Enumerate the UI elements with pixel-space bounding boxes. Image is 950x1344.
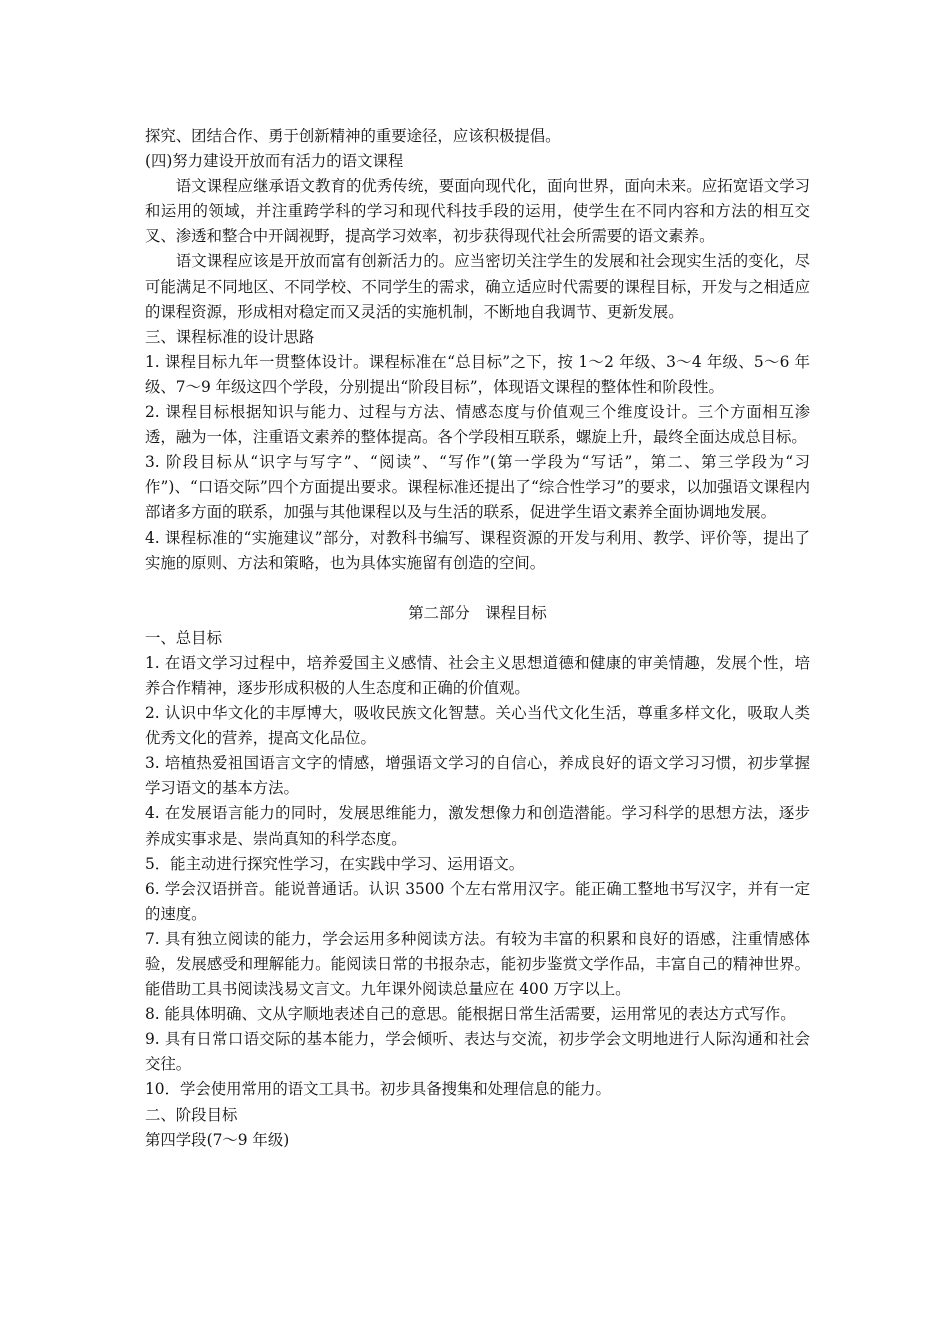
- section-four-paragraph-1: 语文课程应继承语文教育的优秀传统，要面向现代化，面向世界，面向未来。应拓宽语文学习和运用的领域，并注重跨学科的学习和现代科技手段的运用，使学生在不同内容和方法的相互交叉、渗透和整合中开阔视野，提高学习效率，初步获得现代社会所需要的语文素养。: [145, 177, 810, 246]
- general-goal-4: 4. 在发展语言能力的同时，发展思维能力，激发想像力和创造潜能。学习科学的思想方法，逐步养成实事求是、崇尚真知的科学态度。: [145, 804, 810, 848]
- general-goal-1: 1. 在语文学习过程中，培养爱国主义感情、社会主义思想道德和健康的审美情趣，发展个性，培养合作精神，逐步形成积极的人生态度和正确的价值观。: [145, 653, 810, 697]
- section-four-paragraph-2: 语文课程应该是开放而富有创新活力的。应当密切关注学生的发展和社会现实生活的变化，尽可能满足不同地区、不同学校、不同学生的需求，确立适应时代需要的课程目标，开发与之相适应的课程资源，形成相对稳定而又灵活的实施机制，不断地自我调节、更新发展。: [145, 252, 810, 321]
- design-item-4: 4. 课程标准的“实施建议”部分，对教科书编写、课程资源的开发与利用、教学、评价等，提出了实施的原则、方法和策略，也为具体实施留有创造的空间。: [145, 528, 810, 572]
- general-goal-9: 9. 具有日常口语交际的基本能力，学会倾听、表达与交流，初步学会文明地进行人际沟通和社会交往。: [145, 1030, 810, 1074]
- design-item-2: 2. 课程目标根据知识与能力、过程与方法、情感态度与价值观三个维度设计。三个方面相互渗透，融为一体，注重语文素养的整体提高。各个学段相互联系，螺旋上升，最终全面达成总目标。: [145, 403, 810, 447]
- general-goal-2: 2. 认识中华文化的丰厚博大，吸收民族文化智慧。关心当代文化生活，尊重多样文化，吸取人类优秀文化的营养，提高文化品位。: [145, 704, 810, 748]
- general-goal-3: 3. 培植热爱祖国语言文字的情感，增强语文学习的自信心，养成良好的语文学习习惯，初步掌握学习语文的基本方法。: [145, 754, 810, 798]
- general-goal-8: 8. 能具体明确、文从字顺地表述自己的意思。能根据日常生活需要，运用常见的表达方式写作。: [145, 1005, 796, 1024]
- general-goal-5: 5．能主动进行探究性学习，在实践中学习、运用语文。: [145, 854, 525, 873]
- stage-goals-title: 二、阶段目标: [145, 1105, 238, 1124]
- intro-tail-paragraph: 探究、团结合作、勇于创新精神的重要途径，应该积极提倡。: [145, 127, 561, 145]
- section-four-title: (四)努力建设开放而有活力的语文课程: [145, 152, 404, 171]
- design-item-3: 3. 阶段目标从“识字与写字”、“阅读”、“写作”(第一学段为“写话”，第二、第三学段为“习作”)、“口语交际”四个方面提出要求。课程标准还提出了“综合性学习”的要求，以加强语文课程内部诸多方面的联系，加强与其他课程以及与生活的联系，促进学生语文素养全面协调地发展。: [145, 453, 810, 522]
- general-goals-title: 一、总目标: [145, 628, 222, 647]
- general-goal-7: 7. 具有独立阅读的能力，学会运用多种阅读方法。有较为丰富的积累和良好的语感，注重情感体验，发展感受和理解能力。能阅读日常的书报杂志，能初步鉴赏文学作品，丰富自己的精神世界。能借助工具书阅读浅易文言文。九年课外阅读总量应在 400 万字以上。: [145, 929, 810, 999]
- general-goal-10: 10．学会使用常用的语文工具书。初步具备搜集和处理信息的能力。: [145, 1080, 611, 1099]
- section-three-title: 三、课程标准的设计思路: [145, 327, 315, 346]
- general-goal-6: 6. 学会汉语拼音。能说普通话。认识 3500 个左右常用汉字。能正确工整地书写汉字，并有一定的速度。: [145, 879, 810, 923]
- part-two-title: 第二部分 课程目标: [408, 603, 547, 622]
- document-page: [145, 124, 810, 1153]
- design-item-1: 1. 课程目标九年一贯整体设计。课程标准在“总目标”之下，按 1～2 年级、3～4 年级、5～6 年级、7～9 年级这四个学段，分别提出“阶段目标”，体现语文课程的整体性和阶段性。: [145, 352, 810, 396]
- stage-four-title: 第四学段(7～9 年级): [145, 1130, 290, 1149]
